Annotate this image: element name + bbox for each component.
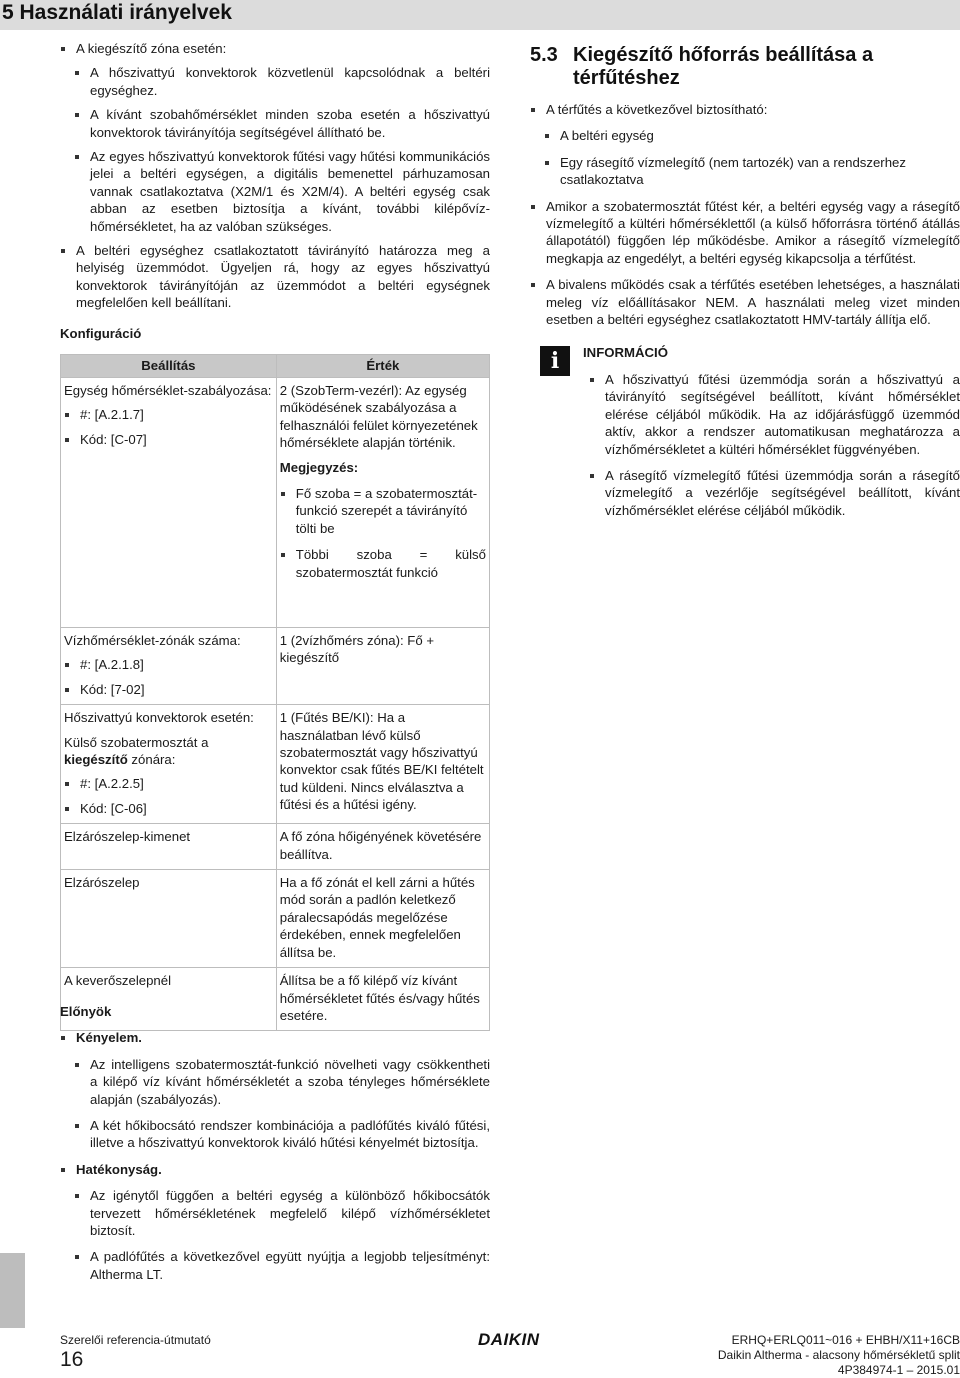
section-heading-5-3 xyxy=(530,44,960,90)
setting-value: Ha a fő zónát el kell zárni a hűtés mód során a padlón keletkező páralecsapódás megelőzése érdekében, ennek megfelelően állítsa be. xyxy=(279,875,475,960)
list-item: A beltéri egységhez csatlakoztatott távirányító határozza meg a helyiség üzemmódot. Ügyeljen rá, hogy az egyes hőszivattyú konvektorok távirányítóján az üzemmódot a beltéri egységnek megfelelően kell beállítani. xyxy=(60,242,490,312)
note-item: Többi szoba = külső szobatermosztát funkció xyxy=(280,546,486,581)
page-footer xyxy=(60,1330,960,1377)
list-item: A két hőkibocsátó rendszer kombinációja a padlófűtés kiváló fűtési, illetve a hőszivattyú konvektorok kiváló hűtési kényelmét biztosítja. xyxy=(74,1117,490,1152)
list-item: A kívánt szobahőmérséklet minden szoba esetén a hőszivattyú konvektorok távirányítója segítségével állítható be. xyxy=(74,106,490,141)
list-item: A hőszivattyú konvektorok közvetlenül kapcsolódnak a beltéri egységhez. xyxy=(74,64,490,99)
table-row xyxy=(61,628,490,705)
section-number: 5.3 xyxy=(530,44,558,66)
right-column xyxy=(530,44,960,519)
list-item: Amikor a szobatermosztát fűtést kér, a beltéri egység vagy a rásegítő vízmelegítő a kültéri hőmérséklettől (a külső hőforrásra történő átállás állapotától) függően lép működésbe. Amikor a rásegítő vízmelegítő megkapja az engedélyt, a beltéri egység kikapcsolja a térfűtést. xyxy=(530,198,960,268)
note-title: Megjegyzés: xyxy=(279,459,359,475)
footer-model-info xyxy=(718,1333,960,1378)
list-item: Az egyes hőszivattyú konvektorok fűtési vagy hűtési kommunikációs jelei a beltéri egységen, a digitális bemenettel párhuzamosan vannak csatlakoztatva (X2M/1 és X2M/4). A beltéri egység csak abban az esetben biztosítja a kívánt, további kilépővíz-hőmérsékletet, ha az valóban szükséges. xyxy=(74,148,490,235)
setting-label: Vízhőmérséklet-zónák száma: xyxy=(64,633,241,648)
list-item: A rásegítő vízmelegítő fűtési üzemmódja során a rásegítő vízmelegítő a vezérlője segítségével beállított, kívánt vízhőmérséklet elérése céljából működik. xyxy=(589,467,960,519)
setting-menu-code: #: [A.2.2.5] xyxy=(64,775,273,792)
setting-sublabel: Külső szobatermosztát a kiegészítő zónára: xyxy=(64,734,209,768)
footer-series: Daikin Altherma - alacsony hőmérsékletű split xyxy=(717,1348,960,1362)
setting-label: Elzárószelep xyxy=(64,875,140,891)
list-item: A bivalens működés csak a térfűtés esetében lehetséges, a használati meleg víz előállításakor NEM. A használati meleg vizet minden esetben a beltéri egységhez csatlakoztatott HMV-tartály állítja elő. xyxy=(530,276,960,328)
section-heading-konfiguracio: Konfiguráció xyxy=(60,325,142,341)
setting-value: Állítsa be a fő kilépő víz kívánt hőmérsékletet fűtés és/vagy hűtés esetére. xyxy=(279,973,480,1023)
table-row xyxy=(61,705,490,824)
section-title: Kiegészítő hőforrás beállítása a térfűtéshez xyxy=(573,44,874,89)
setting-value: A fő zóna hőigényének követésére beállítva. xyxy=(279,829,482,862)
list-item: A hőszivattyú fűtési üzemmódja során a hőszivattyú a távirányító segítségével beállított, kívánt hőmérséklet elérése céljából működik. Ha az időjárásfüggő üzemmód aktív, akkor a rendszer automatikusan meghatározza a vízhőmérsékletet a kültéri hőmérséklet függvényében. xyxy=(589,371,960,458)
setting-menu-code: #: [A.2.1.7] xyxy=(64,406,273,423)
benefit-heading: Kényelem. xyxy=(60,1029,490,1046)
side-tab-marker xyxy=(0,1253,25,1328)
setting-value: 2 (SzobTerm-vezérl): Az egység működésének szabályozása a felhasználói felület környezetének hőmérséklete alapján történik. xyxy=(279,383,478,451)
note-item: Fő szoba = a szobatermosztát-funkció szerepét a távirányító tölti be xyxy=(280,485,486,537)
setting-value: 1 (Fűtés BE/KI): Ha a használatban lévő külső szobatermosztát vagy hőszivattyú konvektor csak fűtés BE/KI feltételt tud küldeni. Nincs elválasztva a fűtési és a hűtési igény. xyxy=(279,710,484,813)
footer-code: 4P384974-1 – 2015.01 xyxy=(837,1363,960,1377)
section-heading-elonyok: Előnyök xyxy=(60,1004,112,1019)
list-item: A kiegészítő zóna esetén: xyxy=(60,40,490,57)
setting-menu-code: #: [A.2.1.8] xyxy=(64,656,273,673)
list-item: Az igénytől függően a beltéri egység a különböző hőkibocsátók tervezett hőmérsékletének megfelelő kilépő vízhőmérsékletet biztosít. xyxy=(74,1187,490,1239)
setting-label: A keverőszelepnél xyxy=(64,973,172,989)
table-header-beallitas: Beállítás xyxy=(61,355,277,378)
table-row xyxy=(61,824,490,870)
table-row xyxy=(61,378,490,628)
setting-value: 1 (2vízhőmérs zóna): Fő + kiegészítő xyxy=(279,633,435,666)
chapter-title: 5 Használati irányelvek xyxy=(2,1,232,24)
footer-model: ERHQ+ERLQ011~016 + EHBH/X11+16CB xyxy=(731,1333,960,1347)
setting-field-code: Kód: [7-02] xyxy=(64,681,273,698)
page-header xyxy=(0,0,960,30)
list-item: Az intelligens szobatermosztát-funkció növelheti vagy csökkentheti a kilépő víz kívánt hőmérsékletét a szoba tényleges hőmérséklete alapján (szabályozás). xyxy=(74,1056,490,1108)
list-item: A beltéri egység xyxy=(544,127,960,144)
settings-table xyxy=(60,354,490,1031)
info-box xyxy=(530,344,960,519)
setting-label: Egység hőmérséklet-szabályozása: xyxy=(64,383,272,398)
list-item: A térfűtés a következővel biztosítható: xyxy=(530,101,960,118)
setting-field-code: Kód: [C-07] xyxy=(64,431,273,448)
benefits-section xyxy=(60,1003,490,1283)
setting-label: Elzárószelep-kimenet xyxy=(64,829,191,845)
table-header-ertek: Érték xyxy=(276,355,489,378)
setting-field-code: Kód: [C-06] xyxy=(64,800,273,817)
info-title: INFORMÁCIÓ xyxy=(583,345,668,361)
footer-doc-type: Szerelői referencia-útmutató xyxy=(60,1333,211,1347)
list-item: Egy rásegítő vízmelegítő (nem tartozék) van a rendszerhez csatlakoztatva xyxy=(544,154,960,189)
left-column xyxy=(60,40,490,342)
table-row xyxy=(61,870,490,968)
page-number: 16 xyxy=(60,1348,84,1371)
info-icon: i xyxy=(540,346,570,376)
setting-label: Hőszivattyú konvektorok esetén: xyxy=(64,710,254,726)
benefit-heading: Hatékonyság. xyxy=(60,1161,490,1178)
list-item: A padlófűtés a következővel együtt nyújtja a legjobb teljesítményt: Altherma LT. xyxy=(74,1248,490,1283)
daikin-logo: DAIKIN xyxy=(478,1330,540,1349)
